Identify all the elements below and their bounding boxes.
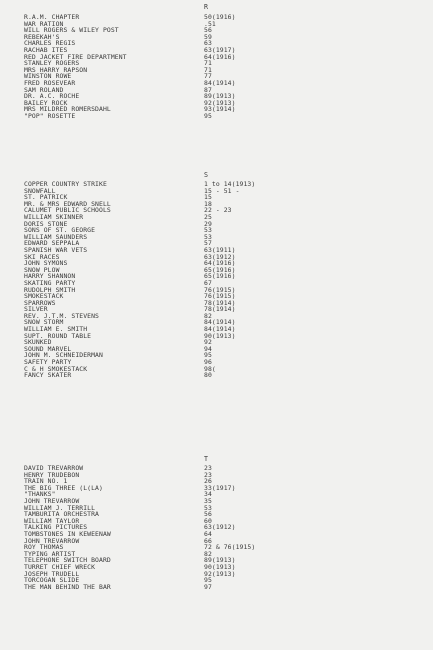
section-letter-s: S <box>204 171 208 179</box>
section-letter-r: R <box>204 3 208 11</box>
entry-page-ref: 65(1916) <box>204 272 236 281</box>
entry-page-ref: 76(1915) <box>204 292 236 301</box>
index-section-s <box>0 181 433 379</box>
entry-page-ref: 71 <box>204 65 212 74</box>
index-section-r <box>0 14 433 120</box>
entry-name: SUPT. ROUND TABLE <box>24 331 92 340</box>
entry-name: REBEKAH'S <box>24 32 60 41</box>
entry-page-ref: 1 to 14(1913) <box>204 180 256 188</box>
entry-page-ref: 95 <box>204 111 212 120</box>
entry-page-ref: 63(1917) <box>204 45 236 54</box>
entry-page-ref: 89(1913) <box>204 556 236 565</box>
entry-page-ref: 90(1913) <box>204 562 236 571</box>
entry-page-ref: 53 <box>204 226 212 235</box>
entry-page-ref: .51 <box>204 19 216 28</box>
entry-name: SAM ROLAND <box>24 85 64 94</box>
entry-name: R.A.M. CHAPTER <box>24 13 80 21</box>
entry-page-ref: 64(1916) <box>204 259 236 268</box>
entry-name: ST. PATRICK <box>24 193 68 202</box>
entry-name: HENRY TRUDEBON <box>24 470 80 479</box>
entry-name: SKATING PARTY <box>24 278 76 287</box>
entry-page-ref: 29 <box>204 219 212 228</box>
entry-page-ref: 89(1913) <box>204 92 236 101</box>
entry-name: "THANKS" <box>24 490 56 499</box>
entry-page-ref: 72 & 76(1915) <box>204 543 256 552</box>
entry-page-ref: 56 <box>204 510 212 519</box>
entry-name: COPPER COUNTRY STRIKE <box>24 180 107 188</box>
entry-name: ROY THOMAS <box>24 543 64 552</box>
entry-page-ref: 18 <box>204 199 212 208</box>
entry-name: TORCOGAN SLIDE <box>24 576 80 585</box>
entry-name: TYPING ARTIST <box>24 549 76 558</box>
entry-page-ref: 63(1912) <box>204 252 236 261</box>
entry-page-ref: 63 <box>204 39 212 48</box>
entry-page-ref: 92 <box>204 338 212 347</box>
entry-page-ref: 90(1913) <box>204 331 236 340</box>
entry-name: RUDOLPH SMITH <box>24 285 76 294</box>
entry-name: FRED ROSEVEAR <box>24 78 76 87</box>
entry-name: JOHN SYMONS <box>24 259 68 268</box>
entry-page-ref: 87 <box>204 85 212 94</box>
entry-name: THE BIG THREE (L(LA) <box>24 483 103 492</box>
entry-name: JOHN M. SCHNEIDERMAN <box>24 351 103 360</box>
entry-page-ref: 53 <box>204 503 212 512</box>
entry-page-ref: 77 <box>204 72 212 81</box>
entry-name: THE MAN BEHIND THE BAR <box>24 582 111 591</box>
entry-name: MR. & MRS EDWARD SNELL <box>24 199 111 208</box>
index-entry <box>0 80 433 87</box>
entry-name: STANLEY ROGERS <box>24 59 80 68</box>
entry-name: C & H SMOKESTACK <box>24 364 88 373</box>
entry-name: CALUMET PUBLIC SCHOOLS <box>24 206 111 215</box>
entry-name: SNOWFALL <box>24 186 56 195</box>
entry-name: SPANISH WAR VETS <box>24 245 88 254</box>
entry-name: MRS MILDRED ROMERSDAHL <box>24 105 111 114</box>
entry-name: SKUNKED <box>24 338 52 347</box>
entry-name: "POP" ROSETTE <box>24 111 76 120</box>
entry-page-ref: 82 <box>204 549 212 558</box>
entry-page-ref: 15 - 51 - <box>204 186 240 195</box>
entry-name: RED JACKET FIRE DEPARTMENT <box>24 52 127 61</box>
entry-page-ref: 93(1914) <box>204 105 236 114</box>
entry-page-ref: 76(1915) <box>204 285 236 294</box>
entry-page-ref: 57 <box>204 239 212 248</box>
entry-name: SONS OF ST. GEORGE <box>24 226 96 235</box>
entry-page-ref: 63(1912) <box>204 523 236 532</box>
entry-page-ref: 60 <box>204 516 212 525</box>
entry-name: FANCY SKATER <box>24 371 72 380</box>
entry-page-ref: 22 - 23 <box>204 206 232 215</box>
entry-name: DAVID TREVARROW <box>24 464 84 472</box>
index-entry <box>0 113 433 120</box>
entry-name: WILL ROGERS & WILEY POST <box>24 26 119 35</box>
entry-page-ref: 53 <box>204 232 212 241</box>
entry-page-ref: 25 <box>204 212 212 221</box>
section-letter-t: T <box>204 455 208 463</box>
index-entry <box>0 27 433 34</box>
index-entry <box>0 372 433 379</box>
entry-name: DORIS STONE <box>24 219 68 228</box>
entry-page-ref: 95 <box>204 576 212 585</box>
entry-name: WILLIAM SKINNER <box>24 212 84 221</box>
entry-page-ref: 98( <box>204 364 216 373</box>
entry-page-ref: 35 <box>204 496 212 505</box>
entry-name: DR. A.C. ROCHE <box>24 92 80 101</box>
entry-name: JOHN TREVARROW <box>24 496 80 505</box>
entry-name: SILVER <box>24 305 48 314</box>
entry-page-ref: 94 <box>204 344 212 353</box>
entry-page-ref: 56 <box>204 26 212 35</box>
entry-name: CHARLES REGIS <box>24 39 76 48</box>
entry-name: SAFETY PARTY <box>24 358 72 367</box>
entry-page-ref: 34 <box>204 490 212 499</box>
entry-page-ref: 66 <box>204 536 212 545</box>
index-entry <box>0 14 433 21</box>
entry-page-ref: 78(1914) <box>204 305 236 314</box>
entry-page-ref: 64 <box>204 529 212 538</box>
entry-page-ref: 84(1914) <box>204 318 236 327</box>
entry-page-ref: 80 <box>204 371 212 380</box>
entry-page-ref: 84(1914) <box>204 78 236 87</box>
entry-name: SOUND MARVEL <box>24 344 72 353</box>
entry-page-ref: 84(1914) <box>204 325 236 334</box>
entry-name: SNOW STORM <box>24 318 64 327</box>
entry-name: WILLIAM TAYLOR <box>24 516 80 525</box>
entry-page-ref: 23 <box>204 464 212 472</box>
entry-name: WILLIAM E. SMITH <box>24 325 88 334</box>
entry-name: JOSEPH TRUDELL <box>24 569 80 578</box>
entry-page-ref: 97 <box>204 582 212 591</box>
index-section-t <box>0 465 433 590</box>
entry-name: TOMBSTONES IN KEWEENAW <box>24 529 111 538</box>
entry-page-ref: 23 <box>204 470 212 479</box>
entry-name: TRAIN NO. 1 <box>24 477 68 486</box>
entry-name: WAR RATION <box>24 19 64 28</box>
entry-page-ref: 33(1917) <box>204 483 236 492</box>
entry-name: TURRET CHIEF WRECK <box>24 562 96 571</box>
entry-page-ref: 67 <box>204 278 212 287</box>
entry-name: SNOW PLOW <box>24 265 60 274</box>
entry-page-ref: 92(1913) <box>204 98 236 107</box>
entry-page-ref: 82 <box>204 311 212 320</box>
entry-page-ref: 95 <box>204 351 212 360</box>
entry-page-ref: 71 <box>204 59 212 68</box>
entry-page-ref: 78(1914) <box>204 298 236 307</box>
entry-name: WILLIAM SAUNDERS <box>24 232 88 241</box>
entry-page-ref: 15 <box>204 193 212 202</box>
entry-page-ref: 65(1916) <box>204 265 236 274</box>
entry-name: SPARROWS <box>24 298 56 307</box>
index-entry <box>0 333 433 340</box>
entry-name: SKI RACES <box>24 252 60 261</box>
entry-name: BAILEY ROCK <box>24 98 68 107</box>
index-entry <box>0 485 433 492</box>
entry-page-ref: 59 <box>204 32 212 41</box>
entry-page-ref: 63(1911) <box>204 245 236 254</box>
entry-name: WINSTON ROWE <box>24 72 72 81</box>
entry-name: SMOKESTACK <box>24 292 64 301</box>
entry-name: TAMBURITA ORCHESTRA <box>24 510 100 519</box>
entry-page-ref: 50(1916) <box>204 13 236 21</box>
entry-name: MRS HARRY RAPSON <box>24 65 88 74</box>
entry-page-ref: 92(1913) <box>204 569 236 578</box>
entry-name: WILLIAM J. TERRILL <box>24 503 96 512</box>
entry-page-ref: 96 <box>204 358 212 367</box>
entry-name: HARRY SHANNON <box>24 272 76 281</box>
entry-name: TALKING PICTURES <box>24 523 88 532</box>
entry-name: JOHN TREVARROW <box>24 536 80 545</box>
entry-page-ref: 64(1916) <box>204 52 236 61</box>
entry-name: REV. J.T.M. STEVENS <box>24 311 100 320</box>
entry-page-ref: 26 <box>204 477 212 486</box>
index-entry <box>0 584 433 591</box>
entry-name: EDWARD SEPPALA <box>24 239 80 248</box>
entry-name: TELEPHONE SWITCH BOARD <box>24 556 111 565</box>
entry-name: RACHAB ITES <box>24 45 68 54</box>
